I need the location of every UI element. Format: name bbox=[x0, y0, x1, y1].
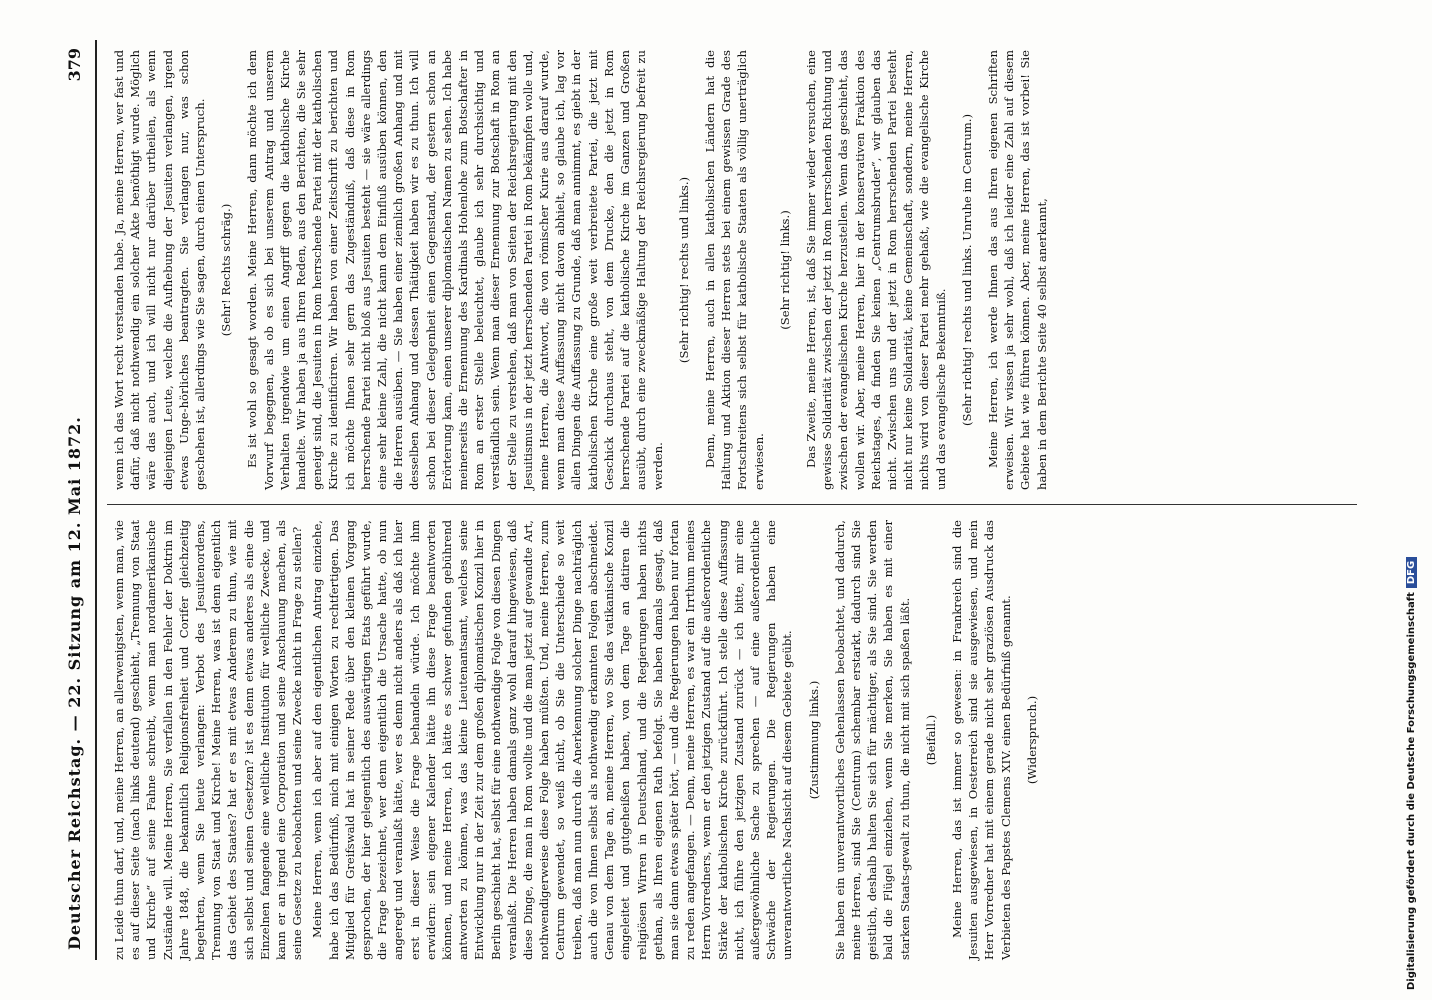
dfg-logo: DFG bbox=[1406, 557, 1417, 588]
left-column bbox=[111, 520, 1050, 960]
stage-direction: (Widerspruch.) bbox=[1024, 695, 1039, 785]
paragraph: Das Zweite, meine Herren, ist, daß Sie immer wieder versuchen, eine gewisse Solidarität zwischen der jetzt in Rom herrschenden Richtung und zwischen der evangelischen Kirche herzustellen. Wenn das geschieht, das wollen wir. Aber, meine Herren, hier in der konservativen Fraktion des Reichstages, da finden Sie keinen „Centrumsbruder“, wir glauben das nicht. Zwischen uns und der jetzt in Rom herrschenden Partei besteht nicht nur keine Solidarität, keine Gemeinschaft, sondern, meine Herren, nichts wird von dieser Partei mehr gehaßt, wie die evangelische Kirche und das evangelische Bekenntniß. bbox=[803, 50, 948, 490]
paragraph: wenn ich das Wort recht verstanden habe. Ja, meine Herren, wer fast und dafür, daß nicht nothwendig ein solcher Akte benöthigt wurde. Möglich wäre das auch, und ich will nicht nur darüber urtheilen, als wenn diejenigen Leute, welche die Aufhebung der Jesuiten verlangen, irgend etwas Unge-hörliches beantragten. Sie verlangen nur, was schon geschehen ist, allerdings wie Sie sagen, durch einen Unterspruch. bbox=[112, 50, 208, 490]
paragraph: Meine Herren, das ist immer so gewesen: in Frankreich sind die Jesuiten ausgewiesen, in Oesterreich sind sie ausgewiesen, und mein Herr Vorredner hat mit einem gerade nicht sehr graziösen Ausdruck das Verbieten des Papstes Clemens XIV. einen Bedürfniß genannt. bbox=[949, 520, 1013, 960]
right-column bbox=[111, 50, 1054, 490]
paragraph: Es ist wohl so gesagt worden. Meine Herren, dann möchte ich dem Vorwurf begegnen, als ob es sich bei unserem Antrag und unserem Verhalten irgendwie um einen Angriff gegen die katholische Kirche handelte. Wir haben ja aus Ihren Reden, aus den Berichten, die Sie sehr geneigt sind, die Jesuiten in Rom herrschende Partei mit der katholischen Kirche zu identificiren. Wir haben von einer Zeitschrift zu berichten und ich möchte Ihnen sehr gern das Zugeständniß, daß diese in Rom herrschende Partei nicht bloß aus Jesuiten besteht — sie wäre allerdings eine sehr kleine Zahl, die nicht kann dem Einfluß ausüben können, den die Herren ausüben. — Sie haben einer ziemlich großen Anhang und mit desselben Anhang und dessen Thätigkeit haben wir es zu thun. Ich will schon bei dieser Gelegenheit einen Gegenstand, der gestern schon an Erörterung kam, einen unserer diplomatischen Namen zu sehen. Ich habe meinerseits die Ernennung des Kardinals Hohenlohe zum Botschafter in Rom an erster Stelle beleuchtet, glaube ich sehr durchsichtig und verständlich sein. Wenn man dieser Ernennung zur Botschaft in Rom an der Stelle zu verstehen, daß man von Seiten der Reichsregierung mit den Jesuitismus in der jetzt herrschenden Partei in Rom bekämpfen wolle und, meine Herren, die Antwort, die von römischer Kurie aus darauf wurde, wenn man diese Auffassung nicht davon abhielt, so glaube ich, lag vor allen Dingen die Auffassung zu Grunde, daß man annimmt, es giebt in der katholischen Kirche eine große weit verbreitete Partei, die jetzt mit Geschick durchaus steht, von dem Drucke, den die jetzt in Rom herrschende Partei auf die katholische Kirche im Ganzen und Großen ausübt, durch eine zweckmäßige Haltung der Reichsregierung befreit zu werden. bbox=[245, 50, 665, 490]
paragraph: Denn, meine Herren, auch in allen katholischen Ländern hat die Haltung und Aktion dieser Herren stets bei einem gewissen Grade des Fortschreitens sich selbst für katholische Staaten als völlig unerträglich erwiesen. bbox=[702, 50, 766, 490]
paragraph: Sie haben ein unverantwortliches Gehenlassen beobachtet, und dadurch, meine Herren, sind Sie (Centrum) schembar erstarkt, dadurch sind Sie geistlich, deshalb halten Sie sich für mächtiger, als Sie sind. Sie werden bald die Flügel einziehen, wenn Sie merken, Sie haben es mit einer starken Staats-gewalt zu thun, die nicht mit sich spaßen läßt. bbox=[832, 520, 912, 960]
paragraph: Meine Herren, ich werde Ihnen das aus Ihren eigenen Schriften erweisen. Wir wissen ja sehr wohl, daß ich leider eine Zahl auf diesem Gebiete hat wie führen können. Aber, meine Herren, das ist vorbei! Sie haben in dem Berichte Seite 40 selbst anerkannt, bbox=[985, 50, 1049, 490]
page-title: Deutscher Reichstag. — 22. Sitzung am 12. Mai 1872. bbox=[65, 416, 84, 950]
funding-note-text bbox=[1406, 370, 1417, 990]
page-header bbox=[55, 40, 97, 960]
stage-direction: (Beifall.) bbox=[923, 714, 938, 766]
funding-note bbox=[1400, 0, 1428, 1000]
column-divider bbox=[107, 504, 1357, 505]
rotated-page bbox=[55, 40, 1365, 960]
funding-note-label: Digitalisierung gefördert durch die Deutsche Forschungsgemeinschaft bbox=[1406, 592, 1417, 990]
paragraph: Meine Herren, wenn ich aber auf den eigentlichen Antrag einziehe, habe ich das Bedürfniß, mich mit einigen Worten zu rechtfertigen. Das Mitglied für Greifswald hat in seiner Rede über den kleinen Vorgang gesprochen, der hier gelegentlich des auswärtigen Etats geführt wurde, die Frage bezeichnet, wer denn eigentlich die Ursache hatte, ob nun angeregt und veranlaßt hätte, wer es denn nicht anders als daß ich hier erst in dieser Weise die Frage behandeln würde. Ich möchte ihm erwidern: sein eigener Kalender hätte ihn diese Frage beantworten können, und meine Herren, ich hätte es schwer gefunden gebührend antworten zu können, was das kleine Lieutenantsamt, welches seine Entwicklung nur in der Zeit zur dem großen diplomatischen Konzil hier in Berlin geschieht hat, selbst für eine nothwendige Folge von diesen Dingen veranlaßt. Die Herren haben damals ganz wohl darauf hingewiesen, daß diese Dinge, die man in Rom wollte und die man jetzt auf gewandte Art, nothwendigerweise diese Folge haben müßten. Und, meine Herren, zum Centrum gewendet, so weiß nicht, ob Sie die Unterschiede so weit treiben, daß man nun durch die Anerkennung solcher Dinge nachträglich auch die von Ihnen selbst als nothwendig erkannten Folgen abschneidet. Genau von dem Tage an, meine Herren, wo Sie das vatikanische Konzil eingeleitet und gutgeheißen haben, von dem Tage an datiren die religiösen Wirren in Deutschland, und die Regierungen haben nichts gethan, als Ihren eigenen Rath befolgt. Sie haben damals gesagt, daß man sie dann etwas später hört, — und die Regierungen haben nur fortan zu reden angefangen. — Denn, meine Herren, es war ein Irrthum meines Herrn Vorredners, wenn er den jetzigen Zustand auf die außerordentliche Stärke der katholischen Kirche zurückführt. Ich stelle diese Auffassung nicht, ich führe den jetzigen Zustand zurück — ich bitte, mir eine außergewöhnliche Sache zu sprechen — auf eine außerordentliche Schwäche der Regierungen. Die Regierungen haben eine unverantwortliche Nachsicht auf diesem Gebiete geübt. bbox=[310, 520, 795, 960]
stage-direction: (Zustimmung links.) bbox=[806, 680, 821, 800]
stage-direction: (Sehr richtig! rechts und links.) bbox=[676, 176, 691, 364]
stage-direction: (Sehr! Rechts schräg.) bbox=[219, 203, 234, 337]
page-number: 379 bbox=[65, 48, 84, 82]
paragraph: zu Leide thun darf, und, meine Herren, an allerwenigsten, wenn man, wie es auf dieser Seite (nach links deutend) geschieht, „Trennung von Staat und Kirche“ auf seine Fahne schreibt, wenn man nordamerikanische Zustände will. Meine Herren, Sie verfallen in den Fehler der Doktrin im Jahre 1848, die bekanntlich Religionsfreiheit und Corifer gleichzeitig begehrten, wenn Sie heute verlangen: Verbot des Jesuitenordens, Trennung von Staat und Kirche! Meine Herren, was ist denn eigentlich das Gebiet des Staates? hat er es mit etwas Anderem zu thun, wie mit sich selbst und seinen Gesetzen? ist es denn etwas anderes als eine die Einzelnen fangende eine weltliche Institution für weltliche Zwecke, und kann er an irgend eine Corporation und seine Anschauung machen, als seine Gesetze zu beobachten und seine Zwecke nicht in Frage zu stellen? bbox=[112, 520, 305, 960]
stage-direction: (Sehr richtig! rechts und links. Unruhe im Centrum.) bbox=[959, 114, 974, 427]
stage-direction: (Sehr richtig! links.) bbox=[777, 210, 792, 330]
